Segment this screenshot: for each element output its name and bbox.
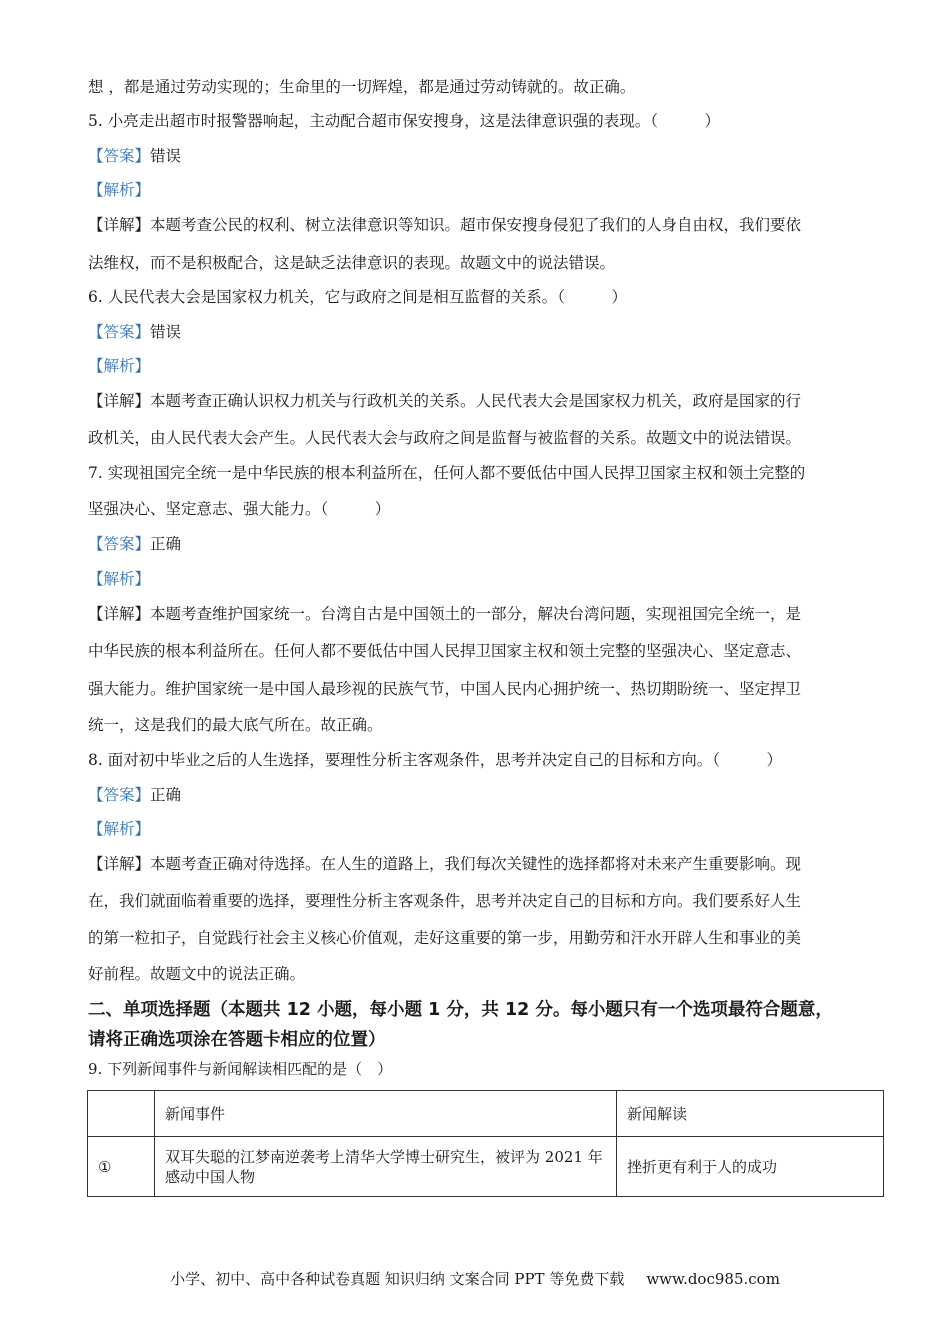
table-row [88,1137,884,1197]
table-header-row [88,1091,884,1137]
detail-7-line-2: 中华民族的根本利益所在。任何人都不要低估中国人民捍卫国家主权和领土完整的坚强决心、坚定意志、 [88,642,802,660]
detail-6-line-2: 政机关，由人民代表大会产生。人民代表大会与政府之间是监督与被监督的关系。故题文中的说法错误。 [88,429,802,447]
detail-label: 【详解】 [88,605,151,623]
table-header-cell [88,1091,155,1137]
detail-text: 本题考查正确对待选择。在人生的道路上，我们每次关键性的选择都将对未来产生重要影响。现 [150,855,802,873]
answer-line-7 [88,533,181,555]
analysis-label-5: 【解析】 [88,181,151,199]
intro-line: 想 ，都是通过劳动实现的；生命里的一切辉煌，都是通过劳动铸就的。故正确。 [88,78,636,96]
footer-text: 小学、初中、高中各种试卷真题 知识归纳 文案合同 PPT 等免费下载 [170,1270,625,1288]
detail-7-line-3: 强大能力。维护国家统一是中国人最珍视的民族气节，中国人民内心拥护统一、热切期盼统一、坚定捍卫 [88,680,802,698]
question-6: 6. 人民代表大会是国家权力机关，它与政府之间是相互监督的关系。（ ） [88,288,627,306]
detail-label: 【详解】 [88,216,151,234]
section-heading-line-1: 二、单项选择题（本题共 12 小题，每小题 1 分，共 12 分。每小题只有一个选项最符合题意， [88,1000,833,1020]
news-event-cell: 双耳失聪的江梦南逆袭考上清华大学博士研究生，被评为 2021 年感动中国人物 [155,1137,617,1197]
question-9: 9. 下列新闻事件与新闻解读相匹配的是（ ） [88,1060,393,1078]
question-7-line-2: 坚强决心、坚定意志、强大能力。（ ） [88,500,391,518]
detail-8-line-3: 的第一粒扣子，自觉践行社会主义核心价值观，走好这重要的第一步，用勤劳和汗水开辟人生和事业的美 [88,929,802,947]
question-7-line-1: 7. 实现祖国完全统一是中华民族的根本利益所在，任何人都不要低估中国人民捍卫国家主权和领土完整的 [88,464,806,482]
detail-8-line-2: 在，我们就面临着重要的选择，要理性分析主客观条件，思考并决定自己的目标和方向。我们要系好人生 [88,892,802,910]
page-footer [0,1268,950,1289]
row-number: ① [88,1137,155,1197]
analysis-label-7: 【解析】 [88,570,151,588]
answer-value: 正确 [150,786,182,804]
question-8: 8. 面对初中毕业之后的人生选择，要理性分析主客观条件，思考并决定自己的目标和方向。（ ） [88,751,782,769]
detail-8-line-1 [88,853,801,875]
news-table [87,1090,884,1197]
answer-value: 错误 [150,147,182,165]
analysis-label-6: 【解析】 [88,357,151,375]
detail-5-line-2: 法维权，而不是积极配合，这是缺乏法律意识的表现。故题文中的说法错误。 [88,254,616,272]
detail-6-line-1 [88,390,801,412]
table-header-cell: 新闻解读 [617,1091,884,1137]
answer-label: 【答案】 [88,535,151,553]
detail-text: 本题考查正确认识权力机关与行政机关的关系。人民代表大会是国家权力机关，政府是国家的行 [150,392,802,410]
answer-value: 正确 [150,535,182,553]
detail-label: 【详解】 [88,392,151,410]
detail-text: 本题考查公民的权利、树立法律意识等知识。超市保安搜身侵犯了我们的人身自由权，我们要依 [150,216,802,234]
answer-value: 错误 [150,323,182,341]
analysis-label-8: 【解析】 [88,820,151,838]
answer-label: 【答案】 [88,147,151,165]
answer-label: 【答案】 [88,323,151,341]
news-reading-cell: 挫折更有利于人的成功 [617,1137,884,1197]
detail-5-line-1 [88,214,801,236]
question-5: 5. 小亮走出超市时报警器响起，主动配合超市保安搜身，这是法律意识强的表现。（ ） [88,112,720,130]
detail-8-line-4: 好前程。故题文中的说法正确。 [88,965,306,983]
table-header-cell: 新闻事件 [155,1091,617,1137]
section-heading-line-2: 请将正确选项涂在答题卡相应的位置） [88,1030,386,1050]
detail-7-line-1 [88,603,801,625]
answer-line-5 [88,145,181,167]
answer-line-8 [88,784,181,806]
footer-url: www.doc985.com [646,1270,780,1288]
detail-label: 【详解】 [88,855,151,873]
answer-line-6 [88,321,181,343]
detail-7-line-4: 统一，这是我们的最大底气所在。故正确。 [88,716,383,734]
detail-text: 本题考查维护国家统一。台湾自古是中国领土的一部分，解决台湾问题，实现祖国完全统一，是 [150,605,802,623]
answer-label: 【答案】 [88,786,151,804]
